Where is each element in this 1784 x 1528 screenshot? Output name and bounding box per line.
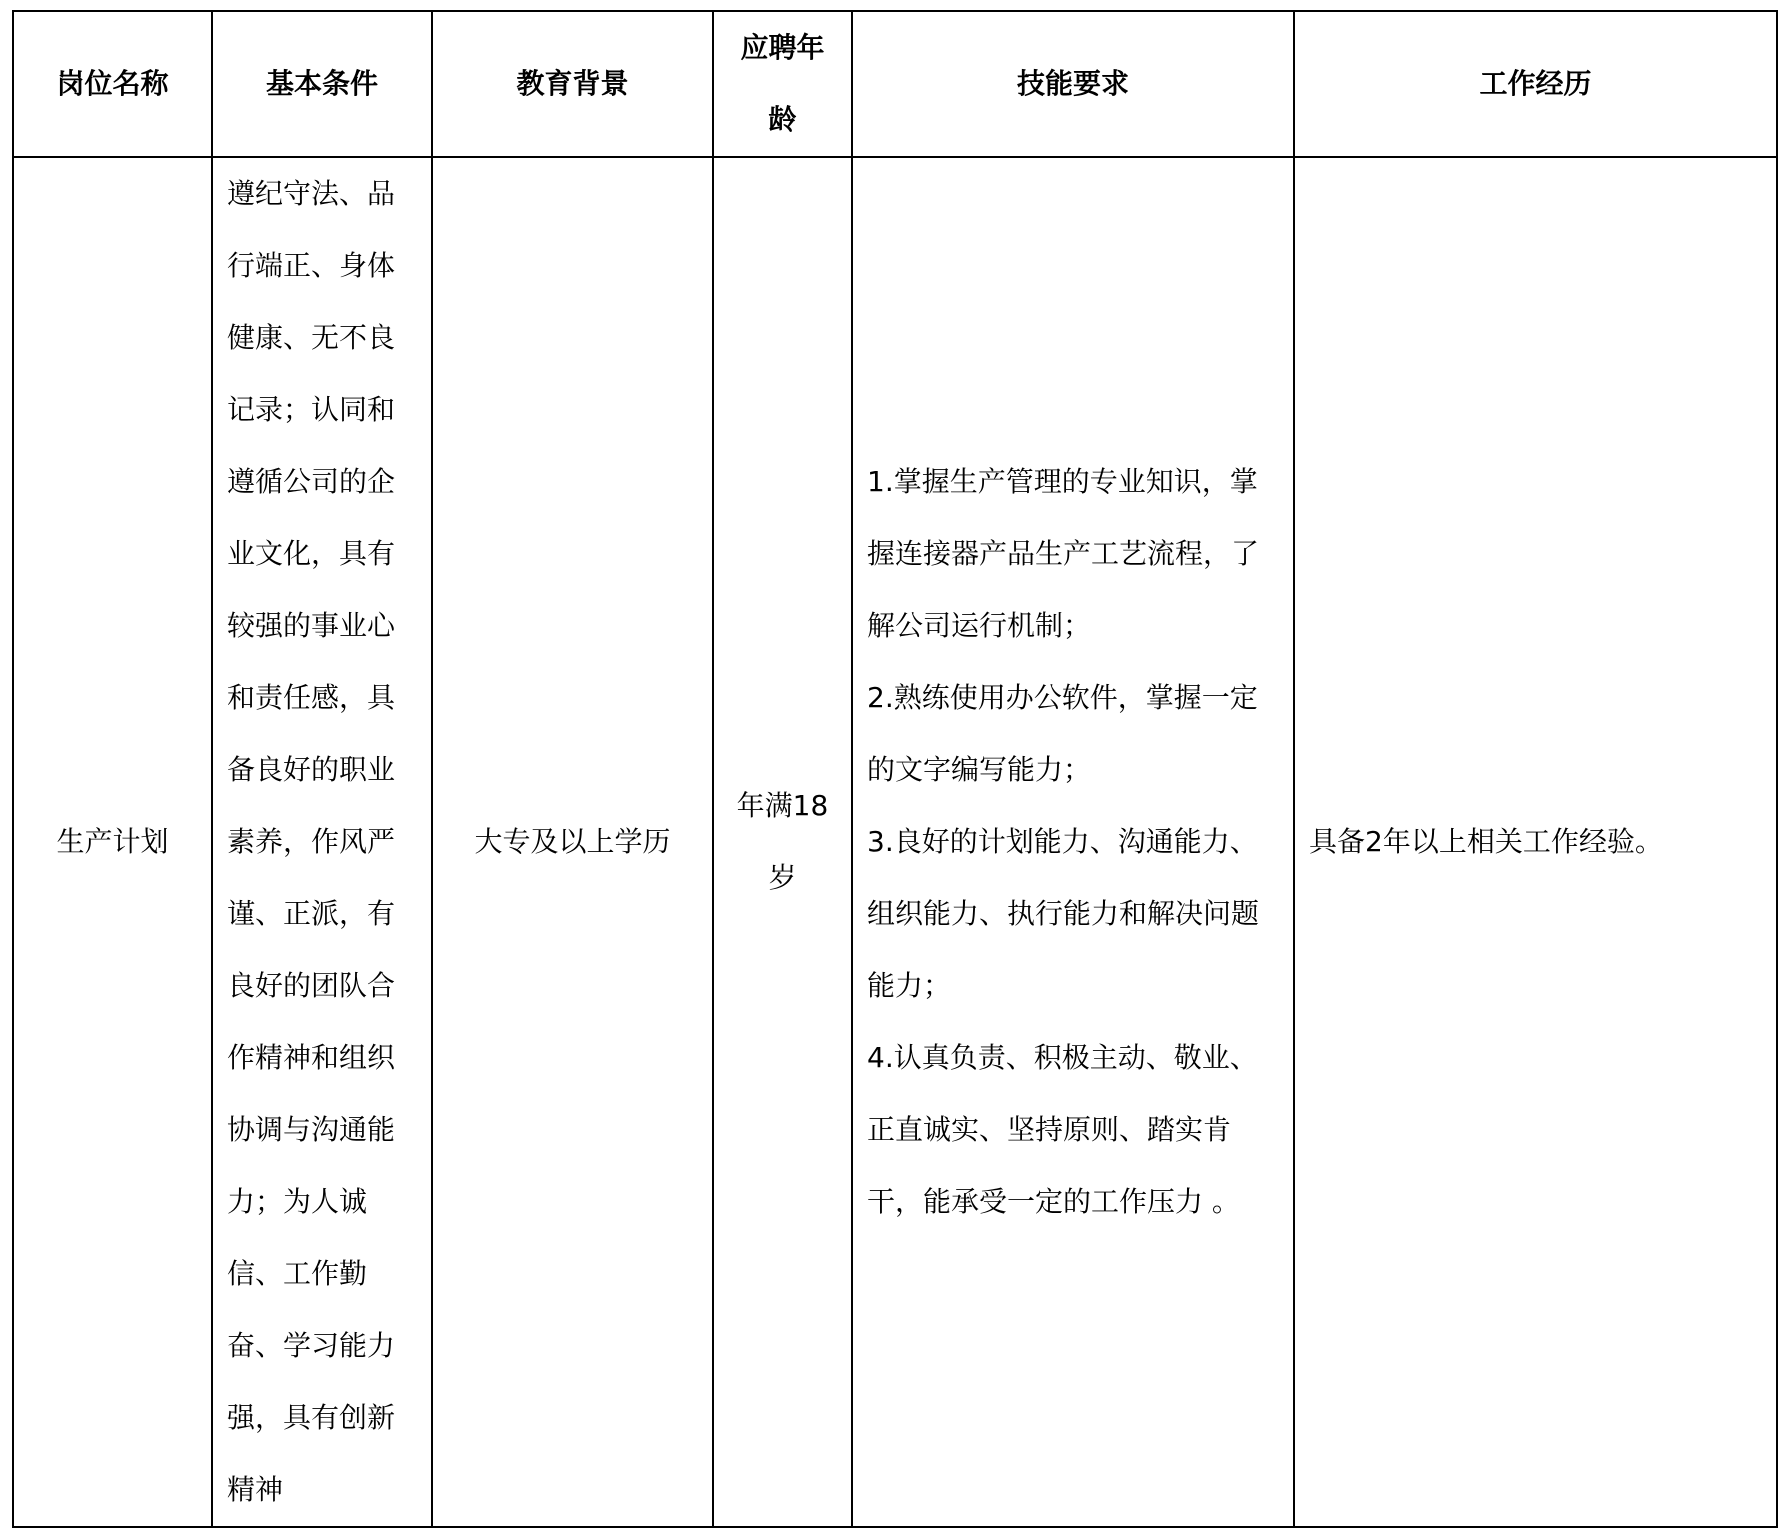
header-skills: 技能要求: [852, 11, 1294, 157]
cell-education: 大专及以上学历: [432, 157, 713, 1527]
header-position: 岗位名称: [13, 11, 212, 157]
job-requirements-table: [12, 10, 1778, 1528]
header-basic-conditions: 基本条件: [212, 11, 432, 157]
table-header-row: [13, 11, 1777, 157]
cell-basic-conditions: 遵纪守法、品行端正、身体健康、无不良记录；认同和遵循公司的企业文化，具有较强的事业心和责任感，具备良好的职业素养，作风严谨、正派，有良好的团队合作精神和组织协调与沟通能力；为人诚信、工作勤奋、学习能力强，具有创新精神: [212, 157, 432, 1527]
skill-item-3: 3.良好的计划能力、沟通能力、组织能力、执行能力和解决问题能力；: [867, 825, 1260, 1002]
cell-age: 年满18岁: [713, 157, 852, 1527]
cell-experience: 具备2年以上相关工作经验。: [1294, 157, 1777, 1527]
skill-item-2: 2.熟练使用办公软件，掌握一定的文字编写能力；: [867, 681, 1258, 786]
cell-position: 生产计划: [13, 157, 212, 1527]
table-row: [13, 157, 1777, 1527]
skill-item-4: 4.认真负责、积极主动、敬业、正直诚实、坚持原则、踏实肯干，能承受一定的工作压力 。: [867, 1041, 1258, 1218]
header-experience: 工作经历: [1294, 11, 1777, 157]
skill-item-1: 1.掌握生产管理的专业知识，掌握连接器产品生产工艺流程，了解公司运行机制；: [867, 465, 1260, 642]
header-education: 教育背景: [432, 11, 713, 157]
header-age: 应聘年龄: [713, 11, 852, 157]
cell-skills: [852, 157, 1294, 1527]
